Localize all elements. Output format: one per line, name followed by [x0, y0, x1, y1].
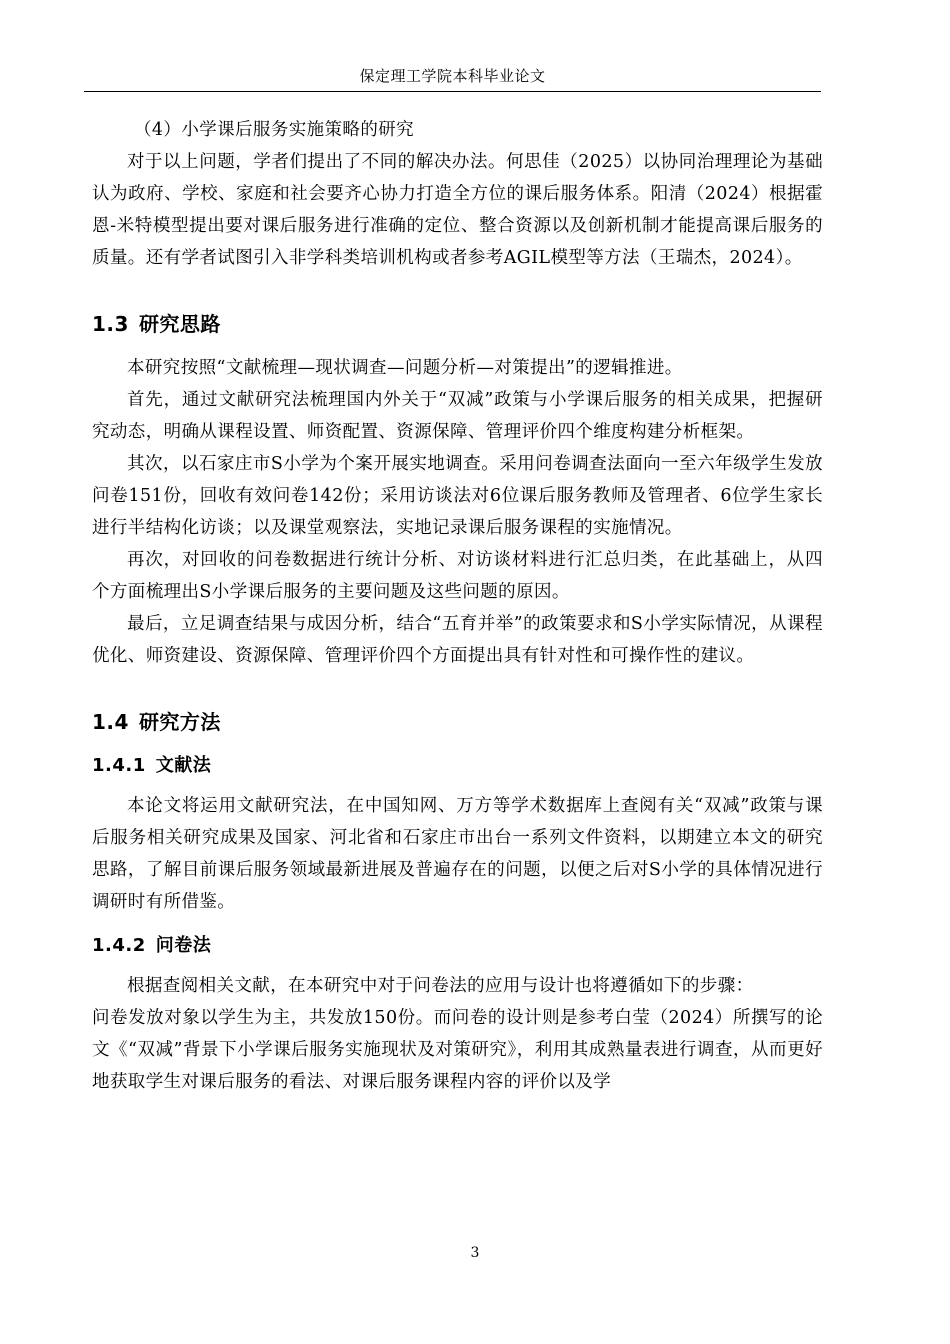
- paragraph-solutions: 对于以上问题，学者们提出了不同的解决办法。何思佳（2025）以协同治理理论为基础认为政府、学校、家庭和社会要齐心协力打造全方位的课后服务体系。阳清（2024）根据霍恩-米特模型提出要对课后服务进行准确的定位、整合资源以及创新机制才能提高课后服务的质量。还有学者试图引入非学科类培训机构或者参考AGIL模型等方法（王瑞杰，2024）。: [92, 152, 823, 268]
- list-item-4: （4）小学课后服务实施策略的研究: [134, 120, 415, 140]
- running-header: 保定理工学院本科毕业论文: [359, 67, 546, 85]
- paragraph-third: 再次，对回收的问卷数据进行统计分析、对访谈材料进行汇总归类，在此基础上，从四个方面梳理出S小学课后服务的主要问题及这些问题的原因。: [92, 550, 823, 602]
- section-number: 1.3: [92, 312, 129, 336]
- subsection-heading-1-4-1: [92, 750, 823, 782]
- page-body: [92, 114, 823, 1098]
- paragraph-second: 其次，以石家庄市S小学为个案开展实地调查。采用问卷调查法面向一至六年级学生发放问卷151份，回收有效问卷142份；采用访谈法对6位课后服务教师及管理者、6位学生家长进行半结构化访谈；以及课堂观察法，实地记录课后服务课程的实施情况。: [92, 454, 823, 538]
- paragraph-literature: 本论文将运用文献研究法，在中国知网、万方等学术数据库上查阅有关“双减”政策与课后服务相关研究成果及国家、河北省和石家庄市出台一系列文件资料，以期建立本文的研究思路，了解目前课后服务领域最新进展及普遍存在的问题，以便之后对S小学的具体情况进行调研时有所借鉴。: [92, 796, 823, 912]
- section-heading-1-4: [92, 706, 823, 738]
- paragraph-questionnaire-intro: 根据查阅相关文献，在本研究中对于问卷法的应用与设计也将遵循如下的步骤：: [127, 976, 754, 996]
- subsection-title: 文献法: [155, 755, 212, 776]
- header-rule: [84, 91, 821, 92]
- section-number: 1.4: [92, 710, 129, 734]
- subsection-number: 1.4.2: [92, 935, 146, 956]
- subsection-title: 问卷法: [155, 935, 212, 956]
- subsection-number: 1.4.1: [92, 755, 146, 776]
- subsection-heading-1-4-2: [92, 930, 823, 962]
- page-number: 3: [470, 1245, 480, 1261]
- paragraph-last: 最后，立足调查结果与成因分析，结合“五育并举”的政策要求和S小学实际情况，从课程优化、师资建设、资源保障、管理评价四个方面提出具有针对性和可操作性的建议。: [92, 614, 823, 666]
- paragraph-first: 首先，通过文献研究法梳理国内外关于“双减”政策与小学课后服务的相关成果，把握研究动态，明确从课程设置、师资配置、资源保障、管理评价四个维度构建分析框架。: [92, 390, 823, 442]
- section-title: 研究思路: [138, 312, 221, 336]
- section-title: 研究方法: [138, 710, 221, 734]
- paragraph-questionnaire-body: 问卷发放对象以学生为主，共发放150份。而问卷的设计则是参考白莹（2024）所撰写的论文《“双减”背景下小学课后服务实施现状及对策研究》，利用其成熟量表进行调查，从而更好地获取学生对课后服务的看法、对课后服务课程内容的评价以及学: [92, 1008, 823, 1092]
- paragraph-logic: 本研究按照“文献梳理—现状调查—问题分析—对策提出”的逻辑推进。: [127, 358, 683, 378]
- section-heading-1-3: [92, 308, 823, 340]
